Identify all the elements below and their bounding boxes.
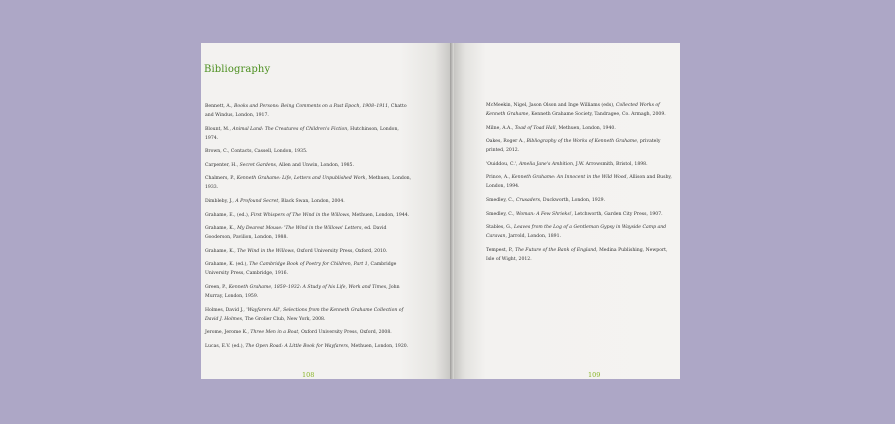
bibliography-entry: [486, 173, 674, 191]
entry-rest: , Black Swan, London, 2004.: [278, 198, 345, 204]
bibliography-entry: [486, 196, 674, 205]
entry-title: Kenneth Grahame: An Innocent in the Wild Wood: [511, 175, 627, 181]
entry-rest: , Methuen, London, 1940.: [555, 125, 616, 131]
entry-rest: , ed. David Gooderson, Pavilion, London, 1988.: [205, 226, 387, 241]
entry-title: Crusaders: [516, 197, 540, 203]
bibliography-entry: [205, 260, 413, 278]
entry-author: Bennett, A.,: [205, 104, 235, 109]
entry-title: Animal Land: The Creatures of Children's Fiction: [232, 126, 348, 132]
entry-title: Amelia Jane's Ambition: [518, 161, 573, 167]
entry-title: Woman: A Few Shrieks!: [516, 211, 572, 217]
entry-author: Oakes, Roger A.,: [486, 139, 527, 145]
page-number-left: 108: [302, 371, 315, 379]
bibliography-list-right: [486, 101, 674, 268]
bibliography-entry: [486, 160, 674, 169]
bibliography-list-left: [205, 102, 413, 355]
entry-title: Secret Gardens: [239, 162, 276, 168]
bibliography-entry: [486, 124, 674, 133]
entry-author: Smedley, C.,: [486, 211, 516, 217]
entry-rest: , Allison and Busby, London, 1994.: [486, 175, 672, 190]
entry-author: Grahame, K. (ed.),: [205, 262, 250, 268]
entry-title: My Dearest Mouse: 'The Wind in the Willows' Letters: [237, 226, 362, 232]
entry-author: Grahame, K.,: [205, 226, 238, 232]
entry-author: McMeekin, Nigel, Jason Olson and Inge Williams (eds),: [486, 103, 616, 108]
entry-title: 'Wayfarers All', Selections from the Kenneth Grahame Collection of David J. Holmes: [205, 307, 404, 322]
entry-author: Jerome, Jerome K.,: [205, 330, 251, 336]
bibliography-entry: [205, 283, 413, 301]
entry-author: Lucas, E.V. (ed.),: [205, 343, 246, 349]
entry-author: Smedley, C.,: [486, 197, 516, 203]
bibliography-entry: [486, 101, 674, 119]
entry-title: Collected Works of Kenneth Grahame: [486, 103, 660, 117]
entry-rest: , Allen and Unwin, London, 1985.: [275, 162, 354, 168]
entry-author: Grahame, E., (ed.),: [205, 212, 251, 218]
entry-author: Grahame, K.,: [205, 248, 238, 254]
entry-title: Toad of Toad Hall: [514, 125, 556, 131]
entry-rest: , privately printed, 2012.: [486, 139, 661, 154]
left-page: [201, 43, 450, 379]
entry-title: Books and Persons: Being Comments on a Past Epoch, 1908–1911: [234, 104, 389, 109]
entry-rest: Contacts, Cassell, London, 1935.: [230, 149, 308, 155]
entry-title: The Wind in the Willows: [237, 248, 294, 254]
entry-author: 'Ouiddou, C.',: [486, 161, 519, 167]
entry-title: Kenneth Grahame, 1859–1932: A Study of his Life, Work and Times: [228, 284, 387, 290]
bibliography-entry: [205, 102, 413, 120]
entry-author: Prince, A.,: [486, 175, 512, 181]
entry-rest: , Methuen, London, 1944.: [348, 212, 410, 218]
bibliography-entry: [205, 197, 413, 206]
bibliography-entry: [205, 211, 413, 220]
entry-author: Stables, G.,: [486, 225, 515, 231]
bibliography-entry: [486, 246, 674, 264]
bibliography-entry: [205, 224, 413, 242]
entry-rest: , Medina Publishing, Newport, Isle of Wight, 2012.: [486, 247, 668, 262]
entry-rest: , Letchworth, Garden City Press, 1907.: [571, 211, 663, 217]
entry-author: Milne, A.A.,: [486, 125, 515, 131]
entry-title: Bibliography of the Works of Kenneth Grahame: [526, 139, 637, 145]
page-number-right: 109: [588, 371, 601, 379]
bibliography-entry: [205, 161, 413, 170]
entry-rest: , Chatto and Windus, London, 1917.: [205, 104, 407, 118]
entry-title: Leaves from the Log of a Gentleman Gypsy in Wayside Camp and Caravan: [486, 225, 667, 240]
page-title: Bibliography: [204, 64, 271, 75]
entry-rest: , Oxford University Press, Oxford, 2008.: [298, 330, 392, 336]
entry-rest: , Oxford University Press, Oxford, 2010.: [293, 248, 388, 254]
entry-rest: , Cambridge University Press, Cambridge, 1916.: [205, 262, 397, 277]
entry-title: The Future of the Bank of England: [515, 247, 597, 253]
entry-author: Brown, C.,: [205, 149, 231, 155]
entry-author: Green, P.,: [205, 284, 229, 290]
entry-title: The Cambridge Book of Poetry for Children, Part 1: [249, 262, 368, 268]
entry-author: Tempest, P.,: [486, 247, 516, 253]
entry-rest: , Duckworth, London, 1929.: [539, 197, 606, 203]
right-page: [454, 43, 680, 379]
entry-author: Dimbleby, J.,: [205, 198, 236, 204]
entry-title: Three Men in a Boat: [250, 330, 299, 336]
entry-author: Blount, M.,: [205, 126, 233, 132]
entry-author: Carpenter, H.,: [205, 162, 240, 168]
entry-title: First Whispers of The Wind in the Willows: [250, 212, 349, 218]
entry-author: Holmes, David J.,: [205, 307, 247, 313]
entry-title: Kenneth Grahame: Life, Letters and Unpublished Work: [236, 176, 366, 182]
entry-title: A Profound Secret: [235, 198, 279, 204]
bibliography-entry: [486, 210, 674, 219]
bibliography-entry: [205, 174, 413, 192]
bibliography-entry: [205, 147, 413, 156]
bibliography-entry: [486, 223, 674, 241]
entry-rest: , Methuen, London, 1933.: [205, 176, 412, 191]
entry-rest: , Jarrold, London, 1891.: [505, 234, 561, 240]
entry-rest: , Hutchinson, London, 1974.: [205, 126, 399, 141]
bibliography-entry: [486, 137, 674, 155]
open-book: [201, 43, 680, 379]
entry-rest: , Methuen, London, 1920.: [347, 343, 409, 349]
bibliography-entry: [205, 342, 413, 351]
entry-rest: , J.W. Arrowsmith, Bristol, 1898.: [572, 161, 648, 167]
entry-author: Chalmers, P.,: [205, 176, 237, 182]
entry-rest: , John Murray, London, 1959.: [205, 284, 400, 299]
bibliography-entry: [205, 328, 413, 337]
bibliography-entry: [205, 306, 413, 324]
bibliography-entry: [205, 247, 413, 256]
bibliography-entry: [205, 125, 413, 143]
entry-title: The Open Road: A Little Book for Wayfarers: [245, 343, 348, 349]
entry-rest: , The Grolier Club, New York, 2008.: [241, 316, 326, 322]
entry-rest: , Kenneth Grahame Society, Tandragee, Co. Armagh, 2009.: [528, 112, 666, 117]
